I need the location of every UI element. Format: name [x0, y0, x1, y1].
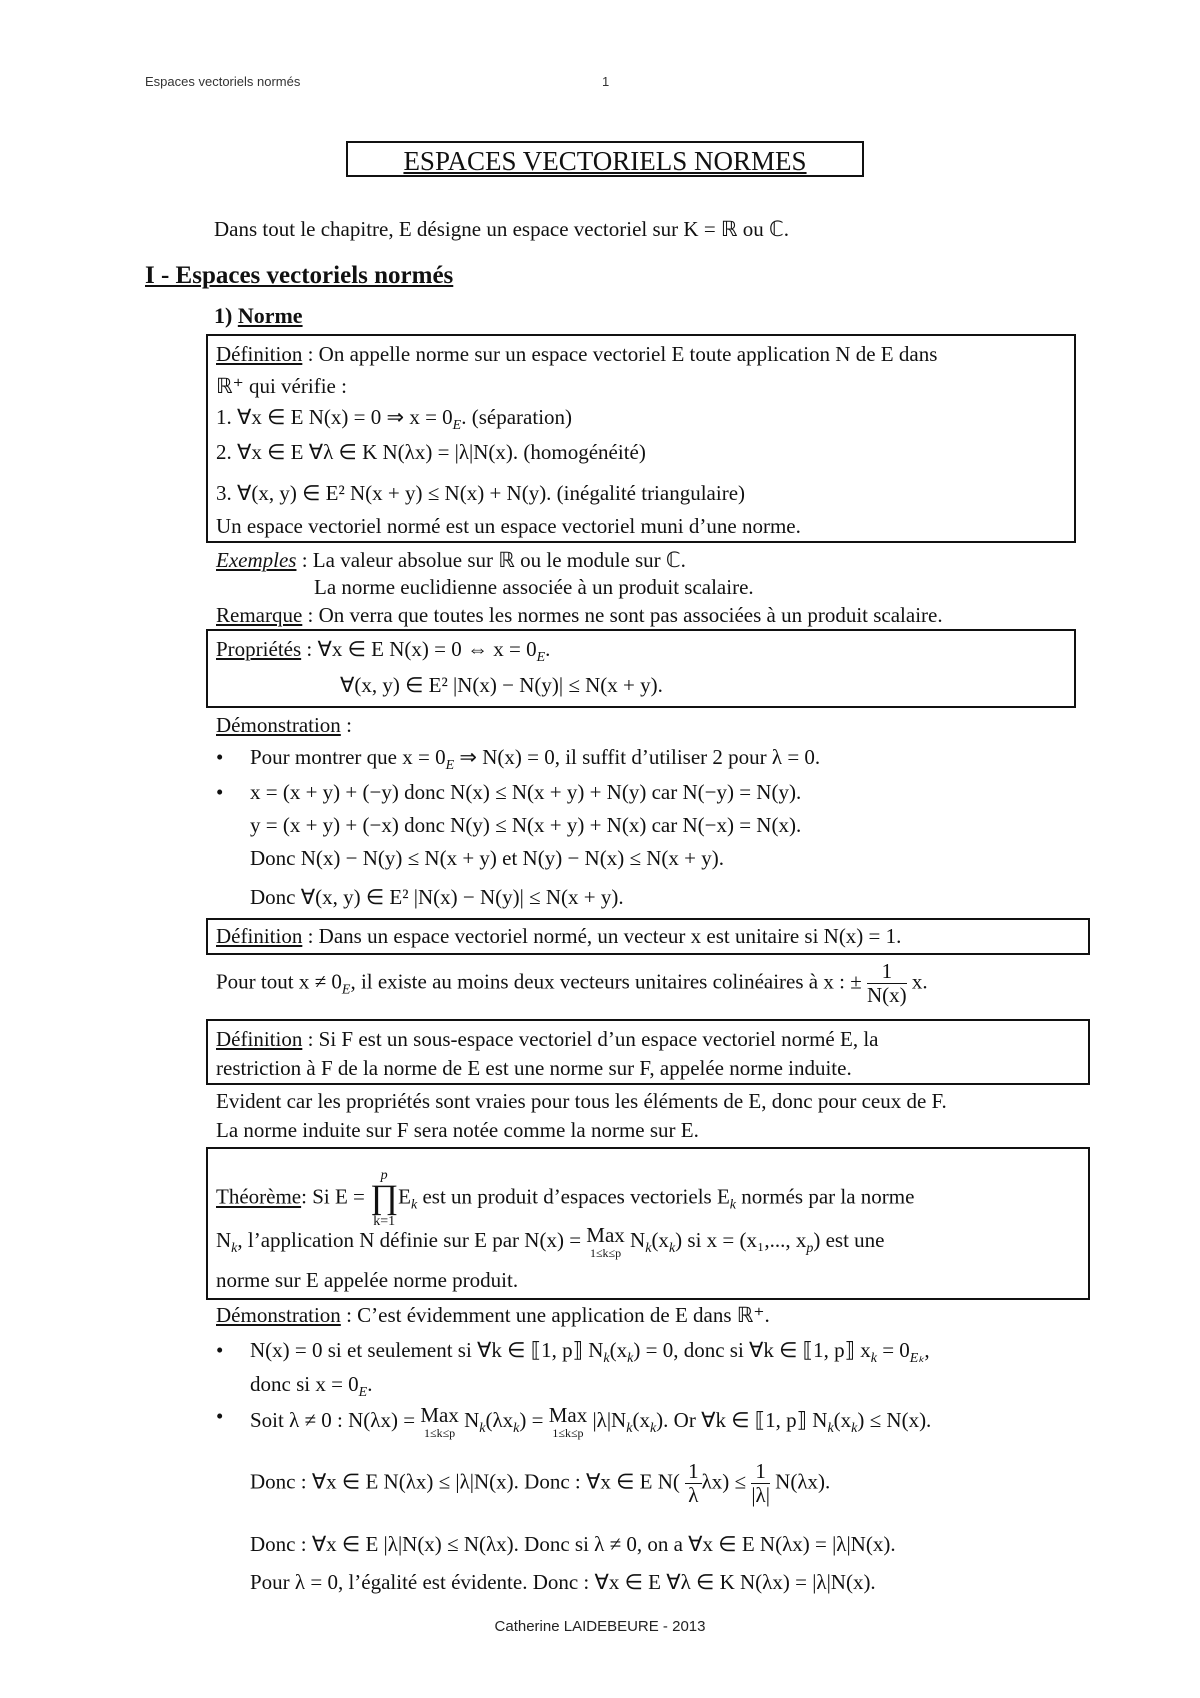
examples-line2: La norme euclidienne associée à un produit scalaire.	[314, 575, 754, 599]
definition-unit-text: Définition : Dans un espace vectoriel normé, un vecteur x est unitaire si N(x) = 1.	[216, 924, 902, 948]
page-number: 1	[602, 74, 610, 89]
evident-line1: Evident car les propriétés sont vraies pour tous les éléments de E, donc pour ceux de F.	[216, 1089, 947, 1113]
remark-label: Remarque	[216, 603, 303, 627]
page-title: ESPACES VECTORIELS NORMES	[346, 141, 864, 177]
demo2-bullet2-line3: Donc : ∀x ∈ E |λ|N(x) ≤ N(λx). Donc si λ ≠ 0, on a ∀x ∈ E N(λx) = |λ|N(x).	[250, 1532, 896, 1556]
bullet-icon: •	[216, 780, 224, 804]
demo2-bullet2-line2: Donc : ∀x ∈ E N(λx) ≤ |λ|N(x). Donc : ∀x ∈ E N( $\frac{1}{\lambda}$ λx) ≤ $\frac{1}{|\lambda|}$ N(λx).	[250, 1459, 831, 1508]
intro-text: Dans tout le chapitre, E désigne un espace vectoriel sur K = ℝ ou ℂ.	[214, 217, 789, 241]
examples-line1: Exemples : La valeur absolue sur ℝ ou le module sur ℂ.	[216, 548, 686, 572]
fraction: $\frac{1}{\lambda}$	[685, 1460, 702, 1507]
demo1-bullet2-line4: Donc ∀(x, y) ∈ E² |N(x) − N(y)| ≤ N(x + y).	[250, 885, 624, 909]
definition-norm-line2: ℝ⁺ qui vérifie :	[216, 374, 347, 398]
axiom-homogeneity: 2. ∀x ∈ E ∀λ ∈ K N(λx) = |λ|N(x). (homogénéité)	[216, 440, 646, 464]
bullet-icon: •	[216, 1404, 224, 1428]
definition-label: Définition	[216, 924, 303, 948]
definition-label: Définition	[216, 1027, 303, 1051]
demo2-bullet2-line1: Soit λ ≠ 0 : N(λx) = Max 1≤k≤p $N_k(\lambda x_k)$ = Max 1≤k≤p $|\lambda|N_k(x_k)$. Or ∀k ∈ ⟦1, p⟧ $N_k(x_k) \le N(x)$.	[250, 1403, 932, 1441]
fraction: $\frac{1}{|\lambda|}$	[751, 1459, 770, 1508]
demo2-bullet2-line4: Pour λ = 0, l’égalité est évidente. Donc : ∀x ∈ E ∀λ ∈ K N(λx) = |λ|N(x).	[250, 1570, 876, 1594]
theorem-label: Théorème	[216, 1184, 302, 1209]
demo1-heading: Démonstration :	[216, 713, 352, 737]
definition-norm-line1	[216, 342, 937, 367]
properties-line1: Propriétés : ∀x ∈ E N(x) = 0 ⇔ $x = 0_E$.	[216, 637, 551, 666]
theorem-line1: Théorème: Si E = p ∏ k=1 $E_k$ est un produit d’espaces vectoriels $E_k$ normés par la norme	[216, 1168, 915, 1229]
demonstration-label: Démonstration	[216, 1303, 341, 1327]
definition-text: : On appelle norme sur un espace vectoriel E toute application N de E dans	[307, 342, 938, 366]
subsection-number: 1)	[214, 303, 233, 328]
demo1-bullet1: Pour montrer que $x = 0_E$ ⇒ N(x) = 0, il suffit d’utiliser 2 pour λ = 0.	[250, 745, 821, 774]
subsection-heading	[214, 303, 303, 329]
subsection-label: Norme	[237, 303, 303, 328]
remark-line: Remarque : On verra que toutes les normes ne sont pas associées à un produit scalaire.	[216, 603, 943, 627]
max-operator: Max 1≤k≤p	[586, 1223, 625, 1261]
properties-label: Propriétés	[216, 637, 302, 661]
definition-induced-line1: Définition : Si F est un sous-espace vectoriel d’un espace vectoriel normé E, la	[216, 1027, 879, 1051]
theorem-line2: $N_k$, l’application N définie sur E par N(x) = Max 1≤k≤p $N_k(x_k)$ si x = (x₁,..., $x_p$) est une	[216, 1223, 885, 1261]
max-operator: Max 1≤k≤p	[548, 1403, 588, 1441]
demo2-bullet1-line1: N(x) = 0 si et seulement si ∀k ∈ ⟦1, p⟧ $N_k(x_k) = 0$, donc si ∀k ∈ ⟦1, p⟧ $x_k = 0_{E_k}$,	[250, 1338, 930, 1367]
examples-label: Exemples	[216, 548, 297, 572]
max-operator: Max 1≤k≤p	[420, 1403, 459, 1441]
definition-induced-line2: restriction à F de la norme de E est une norme sur F, appelée norme induite.	[216, 1056, 852, 1080]
demo1-bullet2-line3: Donc N(x) − N(y) ≤ N(x + y) et N(y) − N(x) ≤ N(x + y).	[250, 846, 724, 870]
theorem-line3: norme sur E appelée norme produit.	[216, 1268, 519, 1292]
evident-line2: La norme induite sur F sera notée comme la norme sur E.	[216, 1118, 699, 1142]
definition-norm-closing: Un espace vectoriel normé est un espace vectoriel muni d’une norme.	[216, 514, 801, 538]
properties-line2: ∀(x, y) ∈ E² |N(x) − N(y)| ≤ N(x + y).	[340, 673, 663, 697]
axiom-separation: 1. ∀x ∈ E N(x) = 0 ⇒ $x = 0_E$. (séparation)	[216, 405, 573, 434]
demo2-bullet1-line2: donc si $x = 0_E$.	[250, 1372, 373, 1401]
definition-label: Définition	[216, 342, 303, 366]
unit-vectors-line: Pour tout $x \ne 0_E$, il existe au moins deux vecteurs unitaires colinéaires à x : ± $\frac{1}{N(x)}$ x.	[216, 959, 928, 1008]
axiom-triangle: 3. ∀(x, y) ∈ E² N(x + y) ≤ N(x) + N(y). (inégalité triangulaire)	[216, 481, 746, 505]
section-heading: I - Espaces vectoriels normés	[145, 262, 454, 289]
product-symbol: p ∏ k=1	[370, 1168, 399, 1229]
running-header: Espaces vectoriels normés	[145, 74, 301, 89]
demo1-bullet2-line2: y = (x + y) + (−x) donc N(y) ≤ N(x + y) + N(x) car N(−x) = N(x).	[250, 813, 802, 837]
fraction: $\frac{1}{N(x)}$	[866, 959, 907, 1008]
demo2-heading: Démonstration : C’est évidemment une application de E dans ℝ⁺.	[216, 1303, 770, 1327]
demonstration-label: Démonstration	[216, 713, 341, 737]
bullet-icon: •	[216, 745, 224, 769]
bullet-icon: •	[216, 1338, 224, 1362]
demo1-bullet2-line1: x = (x + y) + (−y) donc N(x) ≤ N(x + y) + N(y) car N(−y) = N(y).	[250, 780, 802, 804]
page-footer: Catherine LAIDEBEURE - 2013	[494, 1618, 706, 1635]
